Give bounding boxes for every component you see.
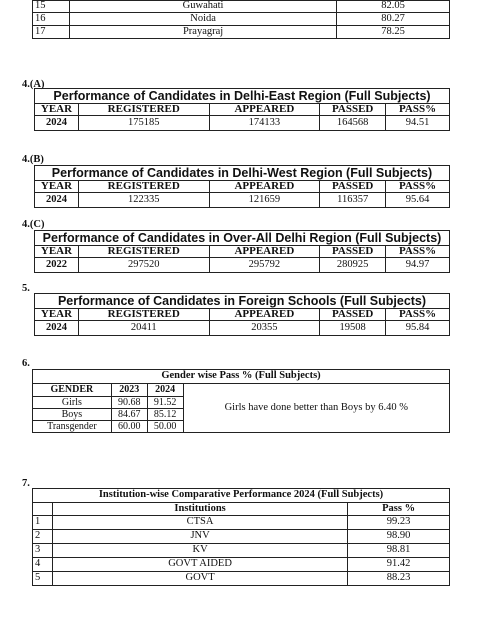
section-label: 7.: [22, 478, 30, 489]
table-row: Transgender 60.00 50.00: [33, 421, 450, 433]
table-row: Boys 84.67 85.12: [33, 409, 450, 421]
table-row: 1 CTSA 99.23: [33, 516, 450, 530]
table-row: 2024 122335 121659 116357 95.64: [35, 193, 450, 208]
table-row: 2022 297520 295792 280925 94.97: [35, 258, 450, 273]
gender-note: Girls have done better than Boys by 6.40 %: [183, 384, 449, 433]
performance-table-foreign-schools: [34, 293, 450, 336]
table-row: 2024 175185 174133 164568 94.51: [35, 116, 450, 131]
table-row: 4 GOVT AIDED 91.42: [33, 558, 450, 572]
institution-performance-table: [32, 488, 450, 586]
section-label: 4.(C): [22, 219, 45, 230]
table-title: Performance of Candidates in Over-All Delhi Region (Full Subjects): [35, 231, 450, 246]
gender-pass-table: [32, 369, 450, 433]
table-header-row: YEAR REGISTERED APPEARED PASSED PASS%: [35, 309, 450, 321]
table-header-row: YEAR REGISTERED APPEARED PASSED PASS%: [35, 181, 450, 193]
table-header-row: GENDER 2023 2024 Girls have done better than Boys by 6.40 %: [33, 384, 450, 397]
performance-table-overall-delhi: [34, 230, 450, 273]
table-row: 15 Guwahati 82.05: [33, 1, 450, 13]
table-row: 3 KV 98.81: [33, 544, 450, 558]
section-label: 6.: [22, 358, 30, 369]
table-row: 5 GOVT 88.23: [33, 572, 450, 586]
table-title: Gender wise Pass % (Full Subjects): [33, 370, 450, 384]
table-header-row: YEAR REGISTERED APPEARED PASSED PASS%: [35, 246, 450, 258]
section-label: 4.(A): [22, 79, 45, 90]
section-label: 5.: [22, 283, 30, 294]
table-header-row: YEAR REGISTERED APPEARED PASSED PASS%: [35, 104, 450, 116]
table-row: Girls 90.68 91.52: [33, 397, 450, 409]
table-title: Performance of Candidates in Delhi-West Region (Full Subjects): [35, 166, 450, 181]
table-title: Performance of Candidates in Foreign Schools (Full Subjects): [35, 294, 450, 309]
top-city-table: [32, 0, 450, 39]
section-label: 4.(B): [22, 154, 44, 165]
table-header-row: Institutions Pass %: [33, 503, 450, 516]
table-title: Institution-wise Comparative Performance 2024 (Full Subjects): [33, 489, 450, 503]
table-row: 2024 20411 20355 19508 95.84: [35, 321, 450, 336]
performance-table-delhi-east: [34, 88, 450, 131]
table-row: 17 Prayagraj 78.25: [33, 26, 450, 39]
performance-table-delhi-west: [34, 165, 450, 208]
table-row: 2 JNV 98.90: [33, 530, 450, 544]
table-row: 16 Noida 80.27: [33, 13, 450, 26]
table-title: Performance of Candidates in Delhi-East Region (Full Subjects): [35, 89, 450, 104]
